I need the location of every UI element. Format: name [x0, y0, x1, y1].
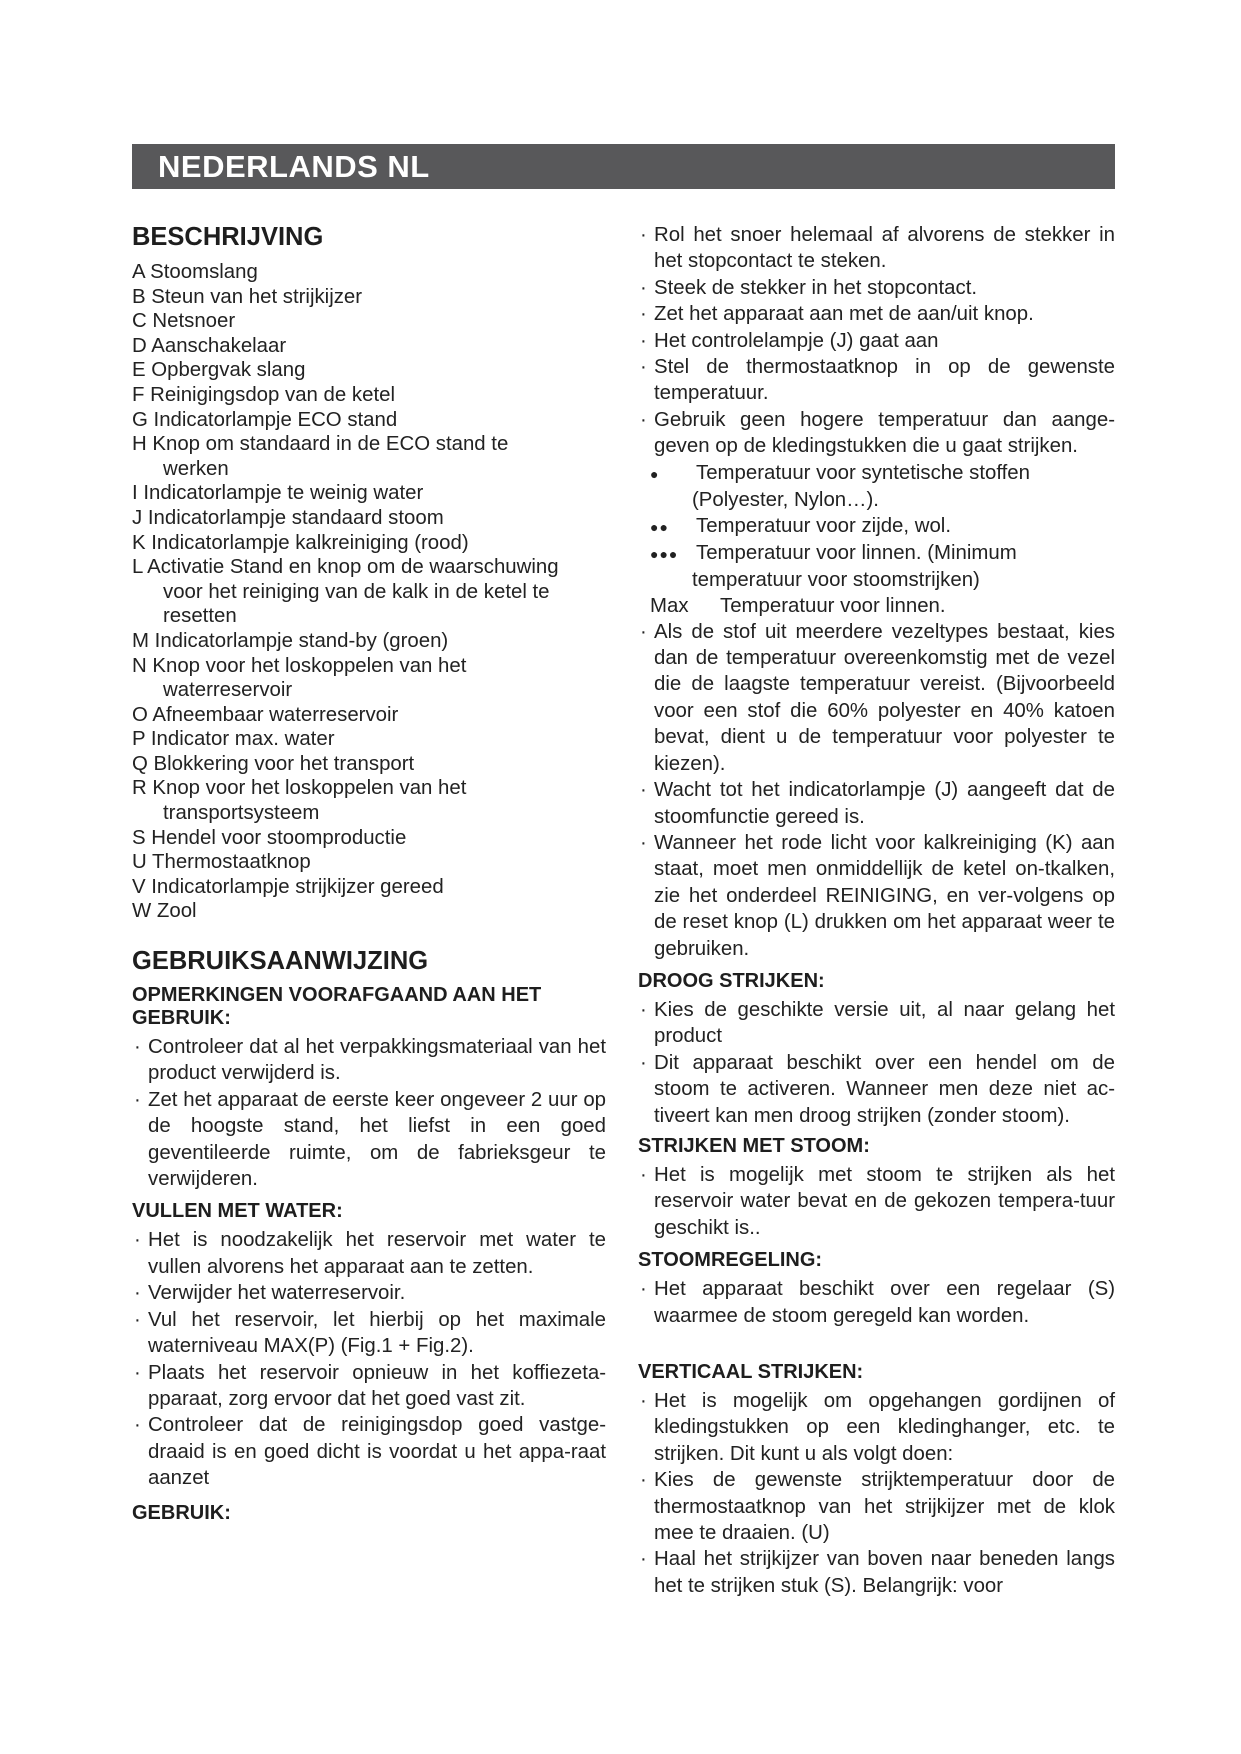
gebruik-list-b: [638, 619, 1115, 962]
bullet-item: · Het controlelampje (J) gaat aan: [638, 328, 1115, 354]
opmerkingen-heading: OPMERKINGEN VOORAFGAAND AAN HET GEBRUIK:: [132, 984, 542, 1030]
bullet-item: · Controleer dat de reinigingsdop goed vastge-draaid is en goed dicht is voordat u het appa-raat aanzet: [132, 1412, 606, 1491]
description-item: M Indicatorlampje stand-by (groen): [132, 629, 449, 652]
description-item: V Indicatorlampje strijkijzer gereed: [132, 875, 444, 898]
description-item: W Zool: [132, 900, 197, 923]
description-item: D Aanschakelaar: [132, 334, 287, 357]
temperature-text: Temperatuur voor syntetische stoffen: [696, 461, 1030, 484]
bullet-item: · Wanneer het rode licht voor kalkreiniging (K) aan staat, moet men onmiddellijk de ketel on-tkalken, zie het onderdeel REINIGING, en ver-volgens op de reset knop (L) drukken om het apparaat weer te gebruiken.: [638, 830, 1115, 962]
bullet-item: · Vul het reservoir, let hierbij op het maximale waterniveau MAX(P) (Fig.1 + Fig.2).: [132, 1307, 606, 1360]
description-item: J Indicatorlampje standaard stoom: [132, 506, 444, 529]
description-item: B Steun van het strijkijzer: [132, 285, 363, 308]
bullet-item: · Als de stof uit meerdere vezeltypes bestaat, kies dan de temperatuur overeenkomstig met de vezel die de laagste temperatuur vereist. (Bijvoorbeeld voor een stof die 60% polyester en 40% katoen bevat, dient u de temperatuur voor polyester te kiezen).: [638, 619, 1115, 777]
temperature-row: [650, 513, 1115, 540]
language-banner: NEDERLANDS NL: [132, 144, 1115, 189]
bullet-item: · Het is mogelijk om opgehangen gordijnen of kledingstukken op een kledinghanger, etc. te strijken. Dit kunt u als volgt doen:: [638, 1388, 1115, 1467]
stoom-heading: STRIJKEN MET STOOM:: [638, 1134, 870, 1157]
description-item: N Knop voor het loskoppelen van het: [132, 654, 467, 677]
opmerkingen-list: [132, 1034, 606, 1192]
bullet-item: · Het is noodzakelijk het reservoir met water te vullen alvorens het apparaat aan te zetten.: [132, 1227, 606, 1280]
bullet-item: · Plaats het reservoir opnieuw in het koffiezeta-pparaat, zorg ervoor dat het goed vast zit.: [132, 1360, 606, 1413]
description-item-cont: voor het reiniging van de kalk in de ketel te: [163, 580, 550, 603]
description-item: A Stoomslang: [132, 261, 258, 283]
description-item-cont: werken: [163, 457, 229, 480]
gebruiksaanwijzing-heading: GEBRUIKSAANWIJZING: [132, 947, 429, 976]
bullet-item: · Het is mogelijk met stoom te strijken als het reservoir water bevat en de gekozen tempera-tuur geschikt is..: [638, 1162, 1115, 1241]
temperature-text-cont: (Polyester, Nylon…).: [692, 488, 879, 511]
droog-list: [638, 997, 1115, 1129]
description-item: C Netsnoer: [132, 310, 236, 333]
bullet-item: · Zet het apparaat de eerste keer ongeveer 2 uur op de hoogste stand, het liefst in een goed geventileerde ruimte, om de fabrieksgeur te verwijderen.: [132, 1087, 606, 1193]
bullet-item: · Zet het apparaat aan met de aan/uit knop.: [638, 301, 1115, 327]
bullet-item: · Verwijder het waterreservoir.: [132, 1280, 606, 1306]
description-item: U Thermostaatknop: [132, 851, 311, 874]
bullet-item: · Stel de thermostaatknop in op de gewenste temperatuur.: [638, 354, 1115, 407]
gebruik-heading: GEBRUIK:: [132, 1501, 231, 1524]
stoomregeling-heading: STOOMREGELING:: [638, 1249, 823, 1272]
stoomregeling-list: [638, 1276, 1115, 1329]
vullen-list: [132, 1227, 606, 1491]
max-label: Max: [650, 594, 689, 617]
description-item: I Indicatorlampje te weinig water: [132, 482, 424, 505]
description-item: O Afneembaar waterreservoir: [132, 703, 399, 726]
description-item: F Reinigingsdop van de ketel: [132, 383, 395, 406]
description-item-cont: transportsysteem: [163, 802, 320, 825]
temperature-row: [650, 593, 1115, 619]
temperature-text: Temperatuur voor linnen. (Minimum: [696, 541, 1017, 564]
bullet-item: · Controleer dat al het verpakkingsmateriaal van het product verwijderd is.: [132, 1034, 606, 1087]
description-item: P Indicator max. water: [132, 728, 335, 751]
temperature-text: Temperatuur voor linnen.: [720, 594, 946, 617]
verticaal-heading: VERTICAAL STRIJKEN:: [638, 1361, 864, 1383]
description-item: L Activatie Stand en knop om de waarschuwing: [132, 556, 559, 579]
dot-marker: ●●: [650, 518, 669, 535]
description-item: E Opbergvak slang: [132, 359, 306, 382]
bullet-item: · Het apparaat beschikt over een regelaar (S) waarmee de stoom geregeld kan worden.: [638, 1276, 1115, 1329]
description-list: [132, 260, 606, 924]
bullet-item: · Wacht tot het indicatorlampje (J) aangeeft dat de stoomfunctie gereed is.: [638, 777, 1115, 830]
beschrijving-heading: BESCHRIJVING: [132, 223, 324, 251]
gebruik-list-a: [638, 222, 1115, 460]
bullet-item: · Haal het strijkijzer van boven naar beneden langs het te strijken stuk (S). Belangrijk: voor: [638, 1546, 1115, 1599]
bullet-item: · Steek de stekker in het stopcontact.: [638, 275, 1115, 301]
bullet-item: · Dit apparaat beschikt over een hendel om de stoom te activeren. Wanneer men deze niet ac-tiveert kan men droog strijken (zonder stoom).: [638, 1050, 1115, 1129]
description-item: Q Blokkering voor het transport: [132, 752, 415, 775]
temperature-row: [650, 540, 1115, 567]
dot-marker: ●●●: [650, 545, 679, 562]
temperature-text-cont: temperatuur voor stoomstrijken): [692, 568, 980, 591]
right-column: [638, 222, 1115, 1599]
bullet-item: · Kies de geschikte versie uit, al naar gelang het product: [638, 997, 1115, 1050]
description-item: G Indicatorlampje ECO stand: [132, 408, 398, 431]
description-item-cont: resetten: [163, 605, 237, 628]
description-item: R Knop voor het loskoppelen van het: [132, 777, 467, 800]
description-item: H Knop om standaard in de ECO stand te: [132, 433, 509, 456]
description-item: K Indicatorlampje kalkreiniging (rood): [132, 531, 469, 554]
verticaal-list: [638, 1388, 1115, 1599]
description-item-cont: waterreservoir: [163, 679, 293, 702]
bullet-item: · Kies de gewenste strijktemperatuur door de thermostaatknop van het strijkijzer met de klok mee te draaien. (U): [638, 1467, 1115, 1546]
bullet-item: · Rol het snoer helemaal af alvorens de stekker in het stopcontact te steken.: [638, 222, 1115, 275]
description-item: S Hendel voor stoomproductie: [132, 826, 407, 849]
vullen-heading: VULLEN MET WATER:: [132, 1200, 343, 1223]
bullet-item: · Gebruik geen hogere temperatuur dan aange-geven op de kledingstukken die u gaat strijken.: [638, 407, 1115, 460]
droog-heading: DROOG STRIJKEN:: [638, 969, 825, 992]
dot-marker: ●: [650, 465, 660, 482]
temperature-row: [650, 460, 1115, 487]
stoom-list: [638, 1162, 1115, 1241]
temperature-text: Temperatuur voor zijde, wol.: [696, 514, 951, 537]
left-column: [132, 222, 606, 1529]
temperature-list: [638, 460, 1115, 619]
